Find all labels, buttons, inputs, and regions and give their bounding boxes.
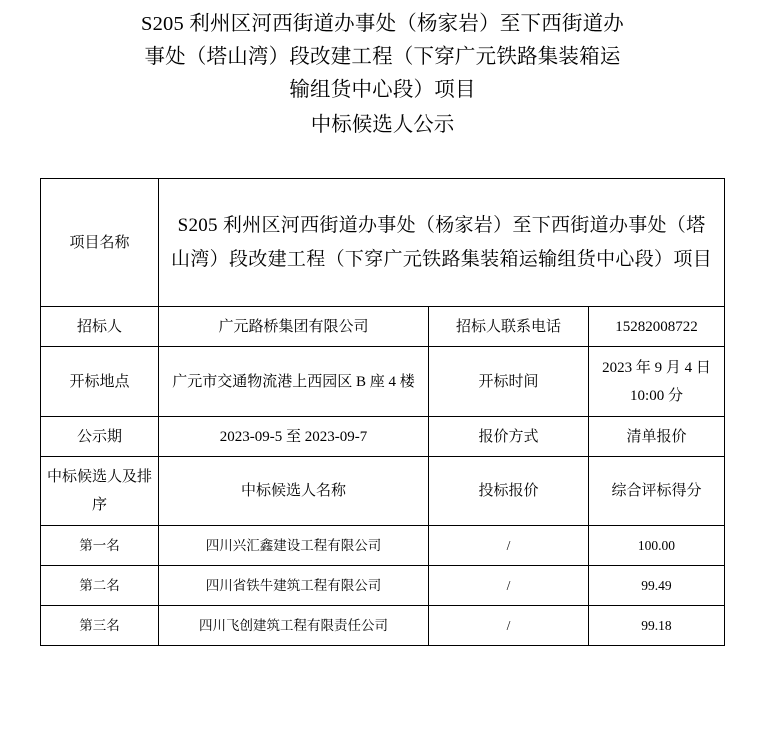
page-title [0, 0, 765, 107]
candidate-name-header: 中标候选人名称 [158, 457, 428, 526]
candidate-rank-3: 第三名 [40, 606, 158, 646]
table-row [40, 566, 724, 606]
bid-open-place-label: 开标地点 [40, 347, 158, 417]
candidate-announcement-table [40, 178, 725, 646]
candidate-name-1: 四川兴汇鑫建设工程有限公司 [158, 526, 428, 566]
page-subtitle: 中标候选人公示 [310, 114, 455, 136]
candidate-price-2: / [428, 566, 588, 606]
page-title-line-3: 输组货中心段）项目 [289, 79, 476, 101]
candidate-rank-label: 中标候选人及排序 [40, 457, 158, 526]
table-row [40, 179, 724, 307]
candidate-score-3: 99.18 [588, 606, 724, 646]
bid-price-header: 投标报价 [428, 457, 588, 526]
project-name-label: 项目名称 [40, 179, 158, 307]
bid-open-time-value: 2023 年 9 月 4 日 10:00 分 [588, 347, 724, 417]
candidate-name-3: 四川飞创建筑工程有限责任公司 [158, 606, 428, 646]
tenderer-label: 招标人 [40, 307, 158, 347]
candidate-price-1: / [428, 526, 588, 566]
table-row [40, 606, 724, 646]
quote-method-label: 报价方式 [428, 417, 588, 457]
page-title-line-1: S205 利州区河西街道办事处（杨家岩）至下西街道办 [141, 13, 624, 35]
bid-open-place-value: 广元市交通物流港上西园区 B 座 4 楼 [158, 347, 428, 417]
quote-method-value: 清单报价 [588, 417, 724, 457]
tenderer-phone-value: 15282008722 [588, 307, 724, 347]
candidate-rank-2: 第二名 [40, 566, 158, 606]
table-row [40, 457, 724, 526]
table-row [40, 307, 724, 347]
table-row [40, 417, 724, 457]
score-header: 综合评标得分 [588, 457, 724, 526]
project-name-value: S205 利州区河西街道办事处（杨家岩）至下西街道办事处（塔山湾）段改建工程（下穿广元铁路集装箱运输组货中心段）项目 [158, 179, 724, 307]
table-row [40, 347, 724, 417]
candidate-score-1: 100.00 [588, 526, 724, 566]
table-row [40, 526, 724, 566]
candidate-rank-1: 第一名 [40, 526, 158, 566]
tenderer-phone-label: 招标人联系电话 [428, 307, 588, 347]
bid-open-time-label: 开标时间 [428, 347, 588, 417]
publicity-period-value: 2023-09-5 至 2023-09-7 [158, 417, 428, 457]
tenderer-value: 广元路桥集团有限公司 [158, 307, 428, 347]
page-title-line-2: 事处（塔山湾）段改建工程（下穿广元铁路集装箱运 [144, 46, 621, 68]
candidate-name-2: 四川省铁牛建筑工程有限公司 [158, 566, 428, 606]
candidate-score-2: 99.49 [588, 566, 724, 606]
publicity-period-label: 公示期 [40, 417, 158, 457]
candidate-price-3: / [428, 606, 588, 646]
